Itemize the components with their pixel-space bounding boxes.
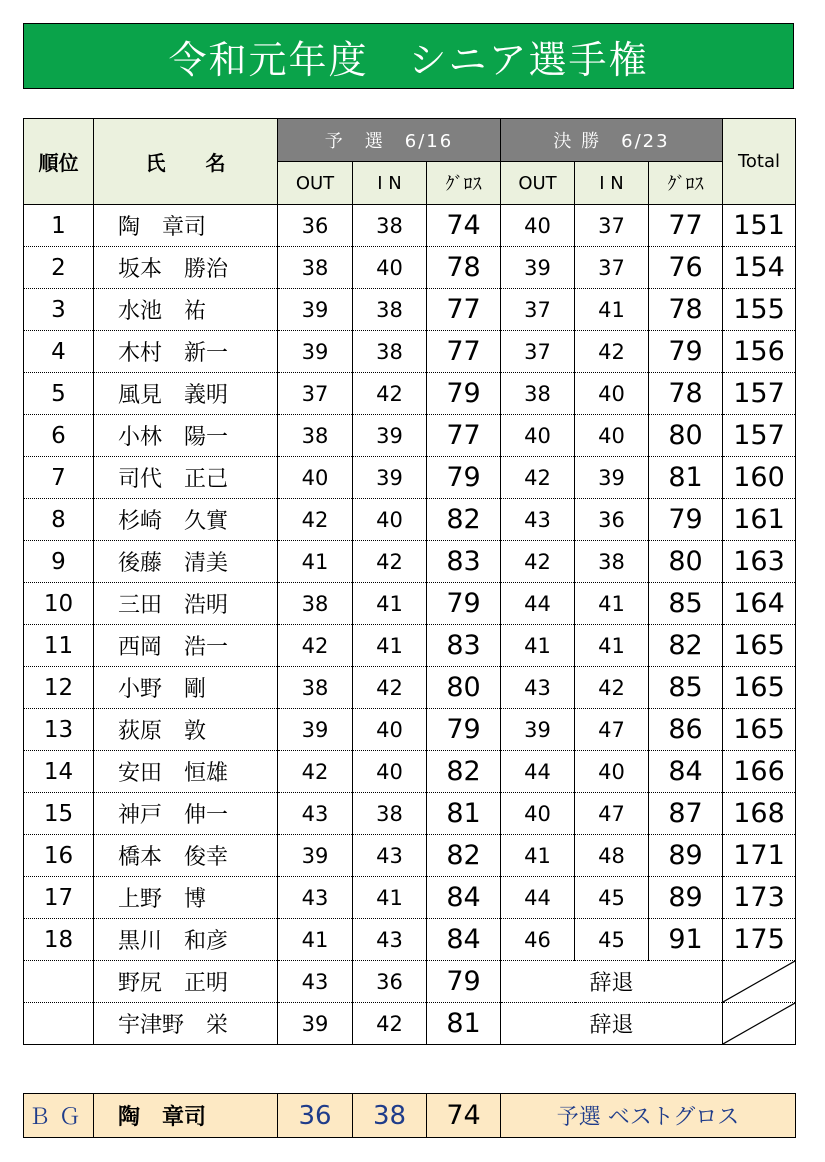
total-score: 173 bbox=[723, 877, 796, 919]
final-out: 39 bbox=[501, 247, 575, 289]
prelim-in: 42 bbox=[353, 667, 427, 709]
table-row bbox=[24, 667, 796, 709]
final-out: 43 bbox=[501, 499, 575, 541]
total-score: 171 bbox=[723, 835, 796, 877]
prelim-out: 42 bbox=[278, 499, 353, 541]
header-prelim: 予 選 6/16 bbox=[278, 119, 501, 162]
prelim-gross: 82 bbox=[427, 835, 501, 877]
final-in: 42 bbox=[575, 667, 649, 709]
prelim-gross: 81 bbox=[427, 1003, 501, 1045]
score-table bbox=[23, 118, 796, 1045]
player-name: 三田 浩明 bbox=[94, 583, 278, 625]
final-gross: 87 bbox=[649, 793, 723, 835]
total-score: 156 bbox=[723, 331, 796, 373]
total-score: 155 bbox=[723, 289, 796, 331]
prelim-out: 38 bbox=[278, 247, 353, 289]
prelim-gross: 77 bbox=[427, 331, 501, 373]
rank-cell: 18 bbox=[24, 919, 94, 961]
player-name: 陶 章司 bbox=[94, 205, 278, 247]
diagonal-line bbox=[723, 961, 795, 1002]
prelim-in: 36 bbox=[353, 961, 427, 1003]
rank-cell: 14 bbox=[24, 751, 94, 793]
table-row bbox=[24, 709, 796, 751]
table-row bbox=[24, 793, 796, 835]
prelim-in: 43 bbox=[353, 919, 427, 961]
table-row bbox=[24, 751, 796, 793]
total-score: 165 bbox=[723, 709, 796, 751]
final-in: 40 bbox=[575, 751, 649, 793]
prelim-in: 40 bbox=[353, 499, 427, 541]
prelim-out: 43 bbox=[278, 793, 353, 835]
final-gross: 81 bbox=[649, 457, 723, 499]
final-gross: 79 bbox=[649, 331, 723, 373]
total-score: 163 bbox=[723, 541, 796, 583]
total-slash bbox=[723, 1003, 796, 1045]
prelim-gross: 79 bbox=[427, 709, 501, 751]
header-final-in: I N bbox=[575, 162, 649, 205]
prelim-out: 39 bbox=[278, 1003, 353, 1045]
rank-cell: 16 bbox=[24, 835, 94, 877]
prelim-in: 41 bbox=[353, 625, 427, 667]
final-out: 46 bbox=[501, 919, 575, 961]
table-row bbox=[24, 877, 796, 919]
prelim-in: 42 bbox=[353, 1003, 427, 1045]
page-title: 令和元年度 シニア選手権 bbox=[168, 37, 649, 82]
total-score: 160 bbox=[723, 457, 796, 499]
header-prelim-out: OUT bbox=[278, 162, 353, 205]
rank-cell: 17 bbox=[24, 877, 94, 919]
table-row bbox=[24, 289, 796, 331]
final-gross: 76 bbox=[649, 247, 723, 289]
table-row bbox=[24, 373, 796, 415]
prelim-in: 42 bbox=[353, 541, 427, 583]
total-score: 164 bbox=[723, 583, 796, 625]
total-score: 154 bbox=[723, 247, 796, 289]
header-total: Total bbox=[723, 119, 796, 205]
prelim-in: 41 bbox=[353, 583, 427, 625]
final-gross: 89 bbox=[649, 835, 723, 877]
rank-cell: 11 bbox=[24, 625, 94, 667]
player-name: 野尻 正明 bbox=[94, 961, 278, 1003]
rank-cell: 15 bbox=[24, 793, 94, 835]
header-final-gross: ｸﾞﾛｽ bbox=[649, 162, 723, 205]
prelim-in: 38 bbox=[353, 793, 427, 835]
table-row bbox=[24, 835, 796, 877]
final-out: 37 bbox=[501, 289, 575, 331]
rank-cell: 3 bbox=[24, 289, 94, 331]
player-name: 神戸 伸一 bbox=[94, 793, 278, 835]
final-gross: 84 bbox=[649, 751, 723, 793]
rank-cell: 1 bbox=[24, 205, 94, 247]
final-in: 36 bbox=[575, 499, 649, 541]
rank-cell-empty bbox=[24, 1003, 94, 1045]
final-in: 45 bbox=[575, 919, 649, 961]
player-name: 宇津野 栄 bbox=[94, 1003, 278, 1045]
final-out: 40 bbox=[501, 415, 575, 457]
final-in: 38 bbox=[575, 541, 649, 583]
player-name: 黒川 和彦 bbox=[94, 919, 278, 961]
player-name: 安田 恒雄 bbox=[94, 751, 278, 793]
table-row bbox=[24, 583, 796, 625]
player-name: 西岡 浩一 bbox=[94, 625, 278, 667]
table-row-withdrawn bbox=[24, 1003, 796, 1045]
prelim-gross: 79 bbox=[427, 583, 501, 625]
final-out: 40 bbox=[501, 205, 575, 247]
final-in: 41 bbox=[575, 289, 649, 331]
prelim-out: 43 bbox=[278, 877, 353, 919]
prelim-gross: 82 bbox=[427, 499, 501, 541]
header-prelim-gross: ｸﾞﾛｽ bbox=[427, 162, 501, 205]
player-name: 小林 陽一 bbox=[94, 415, 278, 457]
best-gross-in: 38 bbox=[353, 1094, 427, 1138]
header-prelim-in: I N bbox=[353, 162, 427, 205]
best-gross-note: 予選 ベストグロス bbox=[501, 1094, 796, 1138]
player-name: 杉崎 久實 bbox=[94, 499, 278, 541]
final-in: 42 bbox=[575, 331, 649, 373]
total-score: 166 bbox=[723, 751, 796, 793]
final-gross: 91 bbox=[649, 919, 723, 961]
prelim-gross: 83 bbox=[427, 541, 501, 583]
header-name: 氏 名 bbox=[94, 119, 278, 205]
header-final-out: OUT bbox=[501, 162, 575, 205]
prelim-out: 36 bbox=[278, 205, 353, 247]
final-in: 41 bbox=[575, 583, 649, 625]
prelim-out: 38 bbox=[278, 415, 353, 457]
final-out: 44 bbox=[501, 751, 575, 793]
table-row bbox=[24, 247, 796, 289]
final-gross: 82 bbox=[649, 625, 723, 667]
prelim-gross: 84 bbox=[427, 877, 501, 919]
prelim-in: 41 bbox=[353, 877, 427, 919]
prelim-out: 42 bbox=[278, 751, 353, 793]
prelim-out: 39 bbox=[278, 709, 353, 751]
prelim-out: 38 bbox=[278, 583, 353, 625]
prelim-out: 40 bbox=[278, 457, 353, 499]
final-gross: 79 bbox=[649, 499, 723, 541]
rank-cell: 10 bbox=[24, 583, 94, 625]
header-final: 決 勝 6/23 bbox=[501, 119, 723, 162]
table-row-withdrawn bbox=[24, 961, 796, 1003]
table-row bbox=[24, 625, 796, 667]
final-in: 45 bbox=[575, 877, 649, 919]
prelim-out: 39 bbox=[278, 331, 353, 373]
total-score: 165 bbox=[723, 667, 796, 709]
final-in: 40 bbox=[575, 373, 649, 415]
best-gross-out: 36 bbox=[278, 1094, 353, 1138]
final-gross: 78 bbox=[649, 373, 723, 415]
final-gross: 77 bbox=[649, 205, 723, 247]
total-score: 175 bbox=[723, 919, 796, 961]
rank-cell: 6 bbox=[24, 415, 94, 457]
final-gross: 78 bbox=[649, 289, 723, 331]
player-name: 荻原 敦 bbox=[94, 709, 278, 751]
final-in: 40 bbox=[575, 415, 649, 457]
prelim-in: 40 bbox=[353, 709, 427, 751]
prelim-gross: 79 bbox=[427, 373, 501, 415]
prelim-gross: 81 bbox=[427, 793, 501, 835]
prelim-in: 39 bbox=[353, 415, 427, 457]
total-score: 165 bbox=[723, 625, 796, 667]
prelim-gross: 74 bbox=[427, 205, 501, 247]
total-slash bbox=[723, 961, 796, 1003]
final-in: 39 bbox=[575, 457, 649, 499]
total-score: 157 bbox=[723, 415, 796, 457]
final-out: 38 bbox=[501, 373, 575, 415]
final-gross: 80 bbox=[649, 415, 723, 457]
rank-cell: 7 bbox=[24, 457, 94, 499]
rank-cell: 9 bbox=[24, 541, 94, 583]
prelim-out: 43 bbox=[278, 961, 353, 1003]
prelim-gross: 78 bbox=[427, 247, 501, 289]
table-row bbox=[24, 919, 796, 961]
final-gross: 85 bbox=[649, 667, 723, 709]
final-out: 41 bbox=[501, 835, 575, 877]
final-in: 47 bbox=[575, 793, 649, 835]
best-gross-name: 陶 章司 bbox=[94, 1094, 278, 1138]
prelim-out: 41 bbox=[278, 919, 353, 961]
prelim-in: 43 bbox=[353, 835, 427, 877]
final-out: 42 bbox=[501, 457, 575, 499]
player-name: 小野 剛 bbox=[94, 667, 278, 709]
withdrawn-note: 辞退 bbox=[501, 1003, 723, 1045]
player-name: 水池 祐 bbox=[94, 289, 278, 331]
prelim-in: 38 bbox=[353, 205, 427, 247]
prelim-in: 39 bbox=[353, 457, 427, 499]
prelim-gross: 83 bbox=[427, 625, 501, 667]
final-in: 37 bbox=[575, 247, 649, 289]
rank-cell-empty bbox=[24, 961, 94, 1003]
table-row bbox=[24, 205, 796, 247]
player-name: 司代 正己 bbox=[94, 457, 278, 499]
rank-cell: 2 bbox=[24, 247, 94, 289]
prelim-out: 38 bbox=[278, 667, 353, 709]
final-gross: 85 bbox=[649, 583, 723, 625]
table-row bbox=[24, 331, 796, 373]
player-name: 上野 博 bbox=[94, 877, 278, 919]
diagonal-line bbox=[723, 1003, 795, 1044]
best-gross-gross: 74 bbox=[427, 1094, 501, 1138]
final-out: 44 bbox=[501, 877, 575, 919]
final-out: 43 bbox=[501, 667, 575, 709]
player-name: 後藤 清美 bbox=[94, 541, 278, 583]
best-gross-table bbox=[23, 1093, 796, 1138]
title-banner bbox=[23, 23, 794, 89]
final-out: 37 bbox=[501, 331, 575, 373]
final-in: 41 bbox=[575, 625, 649, 667]
prelim-out: 37 bbox=[278, 373, 353, 415]
final-gross: 89 bbox=[649, 877, 723, 919]
final-in: 37 bbox=[575, 205, 649, 247]
total-score: 161 bbox=[723, 499, 796, 541]
prelim-gross: 79 bbox=[427, 457, 501, 499]
prelim-in: 40 bbox=[353, 751, 427, 793]
player-name: 橋本 俊幸 bbox=[94, 835, 278, 877]
prelim-gross: 80 bbox=[427, 667, 501, 709]
final-gross: 86 bbox=[649, 709, 723, 751]
rank-cell: 8 bbox=[24, 499, 94, 541]
prelim-in: 38 bbox=[353, 331, 427, 373]
player-name: 木村 新一 bbox=[94, 331, 278, 373]
final-out: 40 bbox=[501, 793, 575, 835]
table-row bbox=[24, 499, 796, 541]
prelim-in: 40 bbox=[353, 247, 427, 289]
rank-cell: 4 bbox=[24, 331, 94, 373]
rank-cell: 13 bbox=[24, 709, 94, 751]
best-gross-label: ＢＧ bbox=[24, 1094, 94, 1138]
prelim-in: 38 bbox=[353, 289, 427, 331]
rank-cell: 5 bbox=[24, 373, 94, 415]
prelim-gross: 77 bbox=[427, 289, 501, 331]
final-out: 44 bbox=[501, 583, 575, 625]
player-name: 風見 義明 bbox=[94, 373, 278, 415]
prelim-out: 41 bbox=[278, 541, 353, 583]
total-score: 157 bbox=[723, 373, 796, 415]
withdrawn-note: 辞退 bbox=[501, 961, 723, 1003]
table-row bbox=[24, 415, 796, 457]
final-out: 42 bbox=[501, 541, 575, 583]
prelim-gross: 79 bbox=[427, 961, 501, 1003]
table-row bbox=[24, 541, 796, 583]
prelim-gross: 84 bbox=[427, 919, 501, 961]
final-in: 47 bbox=[575, 709, 649, 751]
final-out: 39 bbox=[501, 709, 575, 751]
prelim-out: 39 bbox=[278, 289, 353, 331]
best-gross-row bbox=[24, 1094, 796, 1138]
final-in: 48 bbox=[575, 835, 649, 877]
prelim-out: 42 bbox=[278, 625, 353, 667]
table-row bbox=[24, 457, 796, 499]
rank-cell: 12 bbox=[24, 667, 94, 709]
prelim-gross: 77 bbox=[427, 415, 501, 457]
prelim-out: 39 bbox=[278, 835, 353, 877]
prelim-gross: 82 bbox=[427, 751, 501, 793]
total-score: 151 bbox=[723, 205, 796, 247]
header-rank: 順位 bbox=[24, 119, 94, 205]
final-out: 41 bbox=[501, 625, 575, 667]
final-gross: 80 bbox=[649, 541, 723, 583]
prelim-in: 42 bbox=[353, 373, 427, 415]
total-score: 168 bbox=[723, 793, 796, 835]
player-name: 坂本 勝治 bbox=[94, 247, 278, 289]
